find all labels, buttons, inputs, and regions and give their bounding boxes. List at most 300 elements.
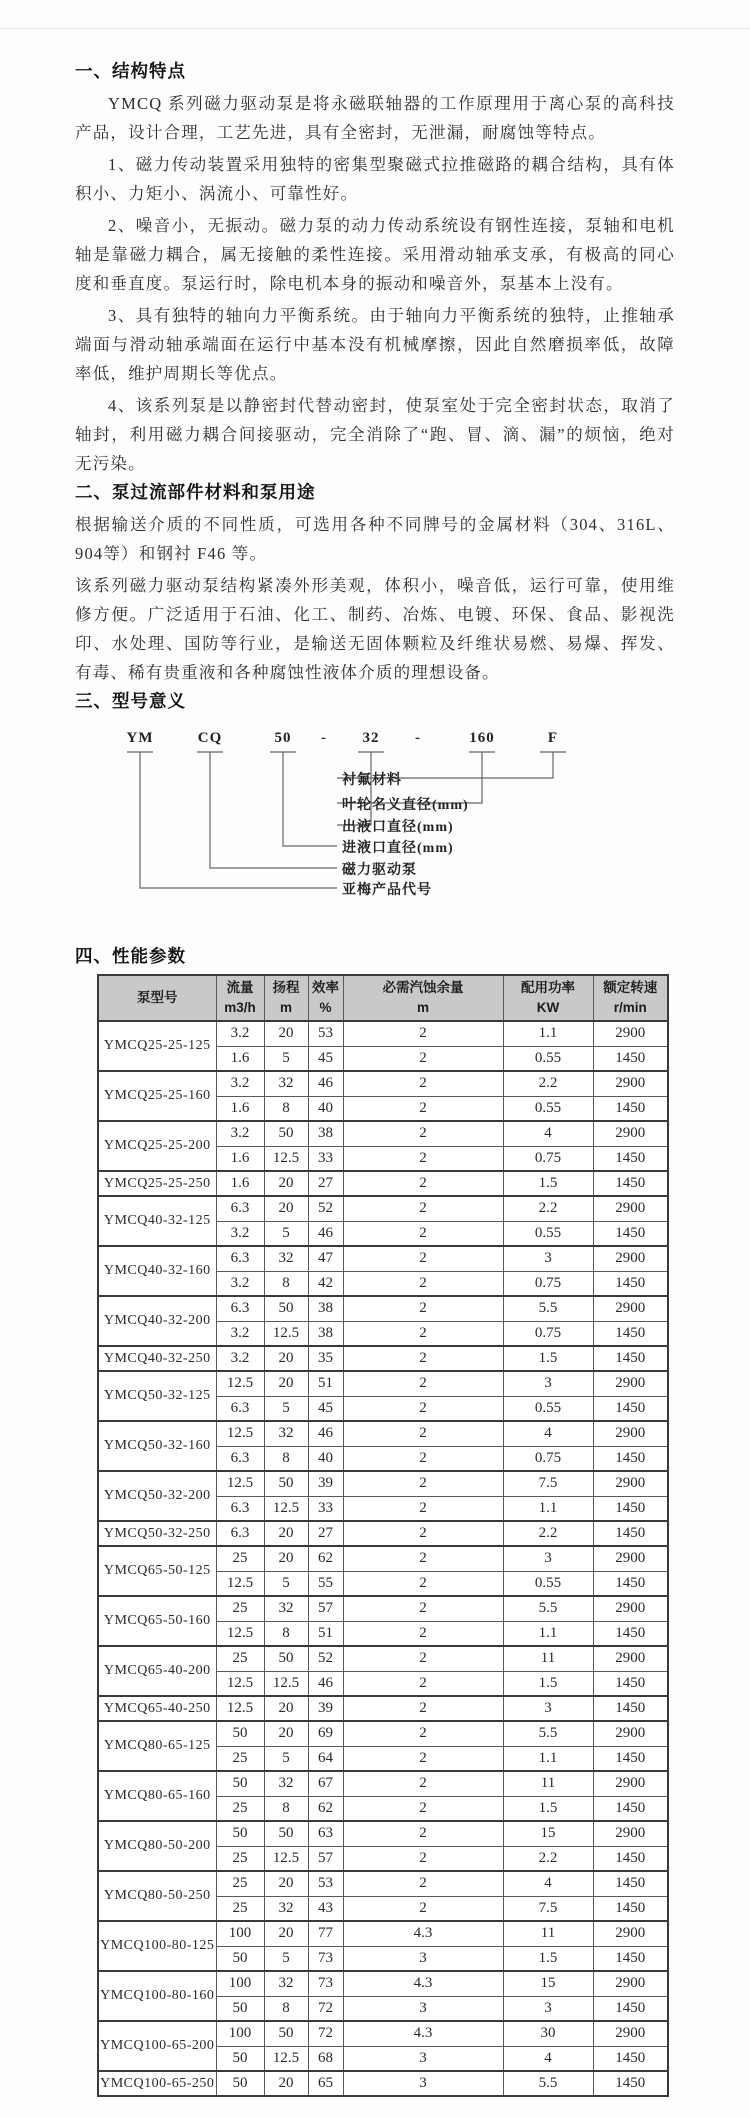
value-cell: 20 bbox=[264, 2071, 308, 2096]
value-cell: 25 bbox=[216, 1646, 264, 1671]
value-cell: 1.5 bbox=[503, 1796, 593, 1821]
value-cell: 2900 bbox=[593, 1371, 668, 1396]
value-cell: 4.3 bbox=[343, 1971, 503, 1996]
model-code-token: - bbox=[321, 730, 327, 746]
value-cell: 5 bbox=[264, 1221, 308, 1246]
value-cell: 73 bbox=[308, 1946, 343, 1971]
value-cell: 50 bbox=[216, 1996, 264, 2021]
value-cell: 7.5 bbox=[503, 1471, 593, 1496]
value-cell: 8 bbox=[264, 1621, 308, 1646]
value-cell: 1450 bbox=[593, 1996, 668, 2021]
value-cell: 2.2 bbox=[503, 1521, 593, 1546]
value-cell: 12.5 bbox=[216, 1671, 264, 1696]
value-cell: 8 bbox=[264, 1446, 308, 1471]
value-cell: 2 bbox=[343, 1296, 503, 1321]
value-cell: 33 bbox=[308, 1146, 343, 1171]
value-cell: 2 bbox=[343, 1521, 503, 1546]
value-cell: 20 bbox=[264, 1521, 308, 1546]
value-cell: 100 bbox=[216, 1971, 264, 1996]
value-cell: 1450 bbox=[593, 1271, 668, 1296]
value-cell: 2 bbox=[343, 1096, 503, 1121]
model-cell: YMCQ80-50-250 bbox=[98, 1871, 216, 1921]
value-cell: 50 bbox=[264, 1646, 308, 1671]
value-cell: 50 bbox=[216, 1946, 264, 1971]
model-cell: YMCQ40-32-200 bbox=[98, 1296, 216, 1346]
value-cell: 32 bbox=[264, 1896, 308, 1921]
model-cell: YMCQ100-80-160 bbox=[98, 1971, 216, 2021]
value-cell: 20 bbox=[264, 1171, 308, 1196]
model-code-label: 亚梅产品代号 bbox=[342, 883, 432, 898]
value-cell: 2 bbox=[343, 1871, 503, 1896]
value-cell: 40 bbox=[308, 1096, 343, 1121]
value-cell: 3.2 bbox=[216, 1346, 264, 1371]
value-cell: 2.2 bbox=[503, 1846, 593, 1871]
table-row bbox=[98, 1871, 668, 1896]
model-code-label: 衬氟材料 bbox=[342, 773, 402, 788]
value-cell: 2900 bbox=[593, 1071, 668, 1096]
value-cell: 2.2 bbox=[503, 1071, 593, 1096]
value-cell: 1450 bbox=[593, 2071, 668, 2096]
value-cell: 1.6 bbox=[216, 1171, 264, 1196]
value-cell: 32 bbox=[264, 1421, 308, 1446]
value-cell: 25 bbox=[216, 1546, 264, 1571]
value-cell: 8 bbox=[264, 1096, 308, 1121]
value-cell: 27 bbox=[308, 1521, 343, 1546]
value-cell: 2900 bbox=[593, 1646, 668, 1671]
value-cell: 51 bbox=[308, 1371, 343, 1396]
value-cell: 2 bbox=[343, 1371, 503, 1396]
value-cell: 4 bbox=[503, 2046, 593, 2071]
value-cell: 5.5 bbox=[503, 1721, 593, 1746]
value-cell: 2900 bbox=[593, 1921, 668, 1946]
model-code-token: YM bbox=[126, 730, 154, 746]
value-cell: 1450 bbox=[593, 1396, 668, 1421]
table-row bbox=[98, 1646, 668, 1671]
model-code-token: 160 bbox=[469, 730, 495, 746]
section-1-title: 一、结构特点 bbox=[75, 61, 186, 81]
header-cell: 额定转速 r/min bbox=[593, 975, 668, 1021]
value-cell: 12.5 bbox=[264, 1321, 308, 1346]
value-cell: 2 bbox=[343, 1021, 503, 1046]
value-cell: 2 bbox=[343, 1346, 503, 1371]
value-cell: 1450 bbox=[593, 1046, 668, 1071]
value-cell: 1.5 bbox=[503, 1346, 593, 1371]
value-cell: 2900 bbox=[593, 1421, 668, 1446]
paragraph: YMCQ 系列磁力驱动泵是将永磁联轴器的工作原理用于离心泵的高科技产品，设计合理，工艺先进，具有全密封，无泄漏，耐腐蚀等特点。 bbox=[75, 94, 675, 142]
value-cell: 35 bbox=[308, 1346, 343, 1371]
value-cell: 2 bbox=[343, 1671, 503, 1696]
model-cell: YMCQ40-32-125 bbox=[98, 1196, 216, 1246]
value-cell: 2 bbox=[343, 1646, 503, 1671]
value-cell: 1450 bbox=[593, 1146, 668, 1171]
value-cell: 52 bbox=[308, 1646, 343, 1671]
value-cell: 25 bbox=[216, 1796, 264, 1821]
value-cell: 2 bbox=[343, 1771, 503, 1796]
value-cell: 6.3 bbox=[216, 1196, 264, 1221]
value-cell: 1450 bbox=[593, 1621, 668, 1646]
value-cell: 3 bbox=[503, 1246, 593, 1271]
value-cell: 0.75 bbox=[503, 1321, 593, 1346]
value-cell: 2 bbox=[343, 1496, 503, 1521]
value-cell: 2900 bbox=[593, 1821, 668, 1846]
value-cell: 46 bbox=[308, 1221, 343, 1246]
value-cell: 2900 bbox=[593, 1971, 668, 1996]
paragraph: 3、具有独特的轴向力平衡系统。由于轴向力平衡系统的独特，止推轴承端面与滑动轴承端面在运行中基本没有机械摩擦，因此自然磨损率低，故障率低，维护周期长等优点。 bbox=[75, 306, 675, 383]
value-cell: 1450 bbox=[593, 1521, 668, 1546]
value-cell: 3 bbox=[343, 2046, 503, 2071]
value-cell: 46 bbox=[308, 1421, 343, 1446]
table-row bbox=[98, 1171, 668, 1196]
value-cell: 2 bbox=[343, 1071, 503, 1096]
value-cell: 53 bbox=[308, 1871, 343, 1896]
table-row bbox=[98, 1121, 668, 1146]
value-cell: 1.1 bbox=[503, 1621, 593, 1646]
table-row bbox=[98, 1021, 668, 1046]
value-cell: 2900 bbox=[593, 1121, 668, 1146]
value-cell: 12.5 bbox=[216, 1696, 264, 1721]
value-cell: 50 bbox=[216, 1721, 264, 1746]
value-cell: 27 bbox=[308, 1171, 343, 1196]
paragraph: 根据输送介质的不同性质，可选用各种不同牌号的金属材料（304、316L、904等）和钢衬 F46 等。 bbox=[75, 515, 675, 563]
value-cell: 73 bbox=[308, 1971, 343, 1996]
model-cell: YMCQ100-65-250 bbox=[98, 2071, 216, 2096]
value-cell: 1.5 bbox=[503, 1671, 593, 1696]
value-cell: 1450 bbox=[593, 1221, 668, 1246]
value-cell: 1450 bbox=[593, 1171, 668, 1196]
value-cell: 25 bbox=[216, 1596, 264, 1621]
model-code-token: CQ bbox=[197, 730, 223, 746]
value-cell: 3.2 bbox=[216, 1121, 264, 1146]
value-cell: 3.2 bbox=[216, 1071, 264, 1096]
model-cell: YMCQ25-25-160 bbox=[98, 1071, 216, 1121]
value-cell: 6.3 bbox=[216, 1246, 264, 1271]
value-cell: 1.1 bbox=[503, 1746, 593, 1771]
value-cell: 20 bbox=[264, 1196, 308, 1221]
table-row bbox=[98, 1596, 668, 1621]
table-header bbox=[98, 975, 668, 1021]
value-cell: 57 bbox=[308, 1846, 343, 1871]
value-cell: 2 bbox=[343, 1621, 503, 1646]
model-cell: YMCQ80-65-125 bbox=[98, 1721, 216, 1771]
value-cell: 1450 bbox=[593, 1746, 668, 1771]
value-cell: 32 bbox=[264, 1596, 308, 1621]
value-cell: 50 bbox=[264, 1821, 308, 1846]
value-cell: 57 bbox=[308, 1596, 343, 1621]
section-4-title: 四、性能参数 bbox=[75, 946, 186, 966]
model-cell: YMCQ65-50-160 bbox=[98, 1596, 216, 1646]
value-cell: 1450 bbox=[593, 1846, 668, 1871]
value-cell: 4.3 bbox=[343, 1921, 503, 1946]
header-cell: 流量 m3/h bbox=[216, 975, 264, 1021]
value-cell: 1450 bbox=[593, 1496, 668, 1521]
value-cell: 63 bbox=[308, 1821, 343, 1846]
value-cell: 5.5 bbox=[503, 1296, 593, 1321]
header-cell: 扬程 m bbox=[264, 975, 308, 1021]
paragraph: 该系列磁力驱动泵结构紧凑外形美观，体积小，噪音低，运行可靠，使用维修方便。广泛适用于石油、化工、制药、冶炼、电镀、环保、食品、影视洗印、水处理、国防等行业，是输送无固体颗粒及纤维状易燃、易爆、挥发、有毒、稀有贵重液和各种腐蚀性液体介质的理想设备。 bbox=[75, 576, 675, 682]
value-cell: 15 bbox=[503, 1821, 593, 1846]
table-row bbox=[98, 1071, 668, 1096]
table-row bbox=[98, 1521, 668, 1546]
section-3-title: 三、型号意义 bbox=[75, 691, 186, 711]
value-cell: 7.5 bbox=[503, 1896, 593, 1921]
value-cell: 46 bbox=[308, 1071, 343, 1096]
value-cell: 20 bbox=[264, 1921, 308, 1946]
value-cell: 2900 bbox=[593, 1546, 668, 1571]
value-cell: 2 bbox=[343, 1796, 503, 1821]
value-cell: 0.75 bbox=[503, 1446, 593, 1471]
value-cell: 25 bbox=[216, 1846, 264, 1871]
value-cell: 38 bbox=[308, 1296, 343, 1321]
value-cell: 3 bbox=[503, 1696, 593, 1721]
value-cell: 0.55 bbox=[503, 1046, 593, 1071]
table-row bbox=[98, 1296, 668, 1321]
value-cell: 2900 bbox=[593, 1021, 668, 1046]
value-cell: 12.5 bbox=[264, 2046, 308, 2071]
value-cell: 2900 bbox=[593, 1296, 668, 1321]
value-cell: 8 bbox=[264, 1996, 308, 2021]
value-cell: 3 bbox=[503, 1546, 593, 1571]
value-cell: 5 bbox=[264, 1046, 308, 1071]
value-cell: 52 bbox=[308, 1196, 343, 1221]
value-cell: 2900 bbox=[593, 1721, 668, 1746]
value-cell: 1.1 bbox=[503, 1496, 593, 1521]
value-cell: 5.5 bbox=[503, 2071, 593, 2096]
model-code-token: 50 bbox=[274, 730, 292, 746]
value-cell: 3 bbox=[503, 1371, 593, 1396]
value-cell: 11 bbox=[503, 1771, 593, 1796]
value-cell: 50 bbox=[264, 2021, 308, 2046]
value-cell: 20 bbox=[264, 1546, 308, 1571]
value-cell: 53 bbox=[308, 1021, 343, 1046]
paragraph: 4、该系列泵是以静密封代替动密封，使泵室处于完全密封状态，取消了轴封，利用磁力耦合间接驱动，完全消除了“跑、冒、滴、漏”的烦恼，绝对无污染。 bbox=[75, 396, 675, 473]
value-cell: 20 bbox=[264, 1371, 308, 1396]
value-cell: 50 bbox=[216, 1771, 264, 1796]
table-row bbox=[98, 1821, 668, 1846]
value-cell: 0.55 bbox=[503, 1221, 593, 1246]
value-cell: 1.6 bbox=[216, 1096, 264, 1121]
value-cell: 3 bbox=[343, 2071, 503, 2096]
value-cell: 6.3 bbox=[216, 1521, 264, 1546]
value-cell: 3.2 bbox=[216, 1321, 264, 1346]
model-cell: YMCQ25-25-125 bbox=[98, 1021, 216, 1071]
value-cell: 1450 bbox=[593, 1571, 668, 1596]
value-cell: 2 bbox=[343, 1396, 503, 1421]
value-cell: 1450 bbox=[593, 1696, 668, 1721]
model-cell: YMCQ50-32-125 bbox=[98, 1371, 216, 1421]
value-cell: 42 bbox=[308, 1271, 343, 1296]
value-cell: 20 bbox=[264, 1021, 308, 1046]
model-cell: YMCQ40-32-250 bbox=[98, 1346, 216, 1371]
value-cell: 2.2 bbox=[503, 1196, 593, 1221]
value-cell: 2 bbox=[343, 1121, 503, 1146]
value-cell: 65 bbox=[308, 2071, 343, 2096]
value-cell: 72 bbox=[308, 2021, 343, 2046]
model-code-token: - bbox=[415, 730, 421, 746]
value-cell: 3 bbox=[343, 1996, 503, 2021]
model-code-label: 进液口直径(mm) bbox=[342, 841, 454, 856]
model-code-token: 32 bbox=[362, 730, 380, 746]
value-cell: 77 bbox=[308, 1921, 343, 1946]
value-cell: 3 bbox=[343, 1946, 503, 1971]
model-code-diagram bbox=[75, 730, 675, 945]
model-code-label: 出液口直径(mm) bbox=[342, 820, 454, 835]
value-cell: 2 bbox=[343, 1146, 503, 1171]
table-row bbox=[98, 1421, 668, 1446]
table-row bbox=[98, 2021, 668, 2046]
table-row bbox=[98, 1371, 668, 1396]
value-cell: 2 bbox=[343, 1821, 503, 1846]
value-cell: 25 bbox=[216, 1871, 264, 1896]
value-cell: 2900 bbox=[593, 1246, 668, 1271]
model-code-label: 磁力驱动泵 bbox=[342, 863, 417, 878]
value-cell: 2 bbox=[343, 1046, 503, 1071]
value-cell: 0.75 bbox=[503, 1271, 593, 1296]
value-cell: 3.2 bbox=[216, 1271, 264, 1296]
model-code-label: 叶轮名义直径(mm) bbox=[342, 798, 469, 813]
value-cell: 12.5 bbox=[264, 1671, 308, 1696]
value-cell: 1.5 bbox=[503, 1171, 593, 1196]
value-cell: 12.5 bbox=[264, 1146, 308, 1171]
model-code-token: F bbox=[547, 730, 559, 746]
value-cell: 20 bbox=[264, 1346, 308, 1371]
value-cell: 32 bbox=[264, 1971, 308, 1996]
value-cell: 4.3 bbox=[343, 2021, 503, 2046]
value-cell: 100 bbox=[216, 1921, 264, 1946]
value-cell: 2 bbox=[343, 1596, 503, 1621]
value-cell: 6.3 bbox=[216, 1396, 264, 1421]
top-divider bbox=[0, 28, 750, 29]
value-cell: 1.6 bbox=[216, 1146, 264, 1171]
value-cell: 8 bbox=[264, 1796, 308, 1821]
value-cell: 100 bbox=[216, 2021, 264, 2046]
value-cell: 12.5 bbox=[216, 1421, 264, 1446]
table-row bbox=[98, 1921, 668, 1946]
section-2-title: 二、泵过流部件材料和泵用途 bbox=[75, 482, 316, 502]
table-row bbox=[98, 1971, 668, 1996]
value-cell: 4 bbox=[503, 1421, 593, 1446]
value-cell: 2900 bbox=[593, 1196, 668, 1221]
value-cell: 0.55 bbox=[503, 1571, 593, 1596]
paragraph: 2、噪音小，无振动。磁力泵的动力传动系统设有钢性连接，泵轴和电机轴是靠磁力耦合，属无接触的柔性连接。采用滑动轴承支承，有极高的同心度和垂直度。泵运行时，除电机本身的振动和噪音外，泵基本上没有。 bbox=[75, 216, 675, 293]
value-cell: 72 bbox=[308, 1996, 343, 2021]
table-row bbox=[98, 1196, 668, 1221]
value-cell: 2900 bbox=[593, 1471, 668, 1496]
value-cell: 40 bbox=[308, 1446, 343, 1471]
header-cell: 效率 % bbox=[308, 975, 343, 1021]
model-cell: YMCQ80-50-200 bbox=[98, 1821, 216, 1871]
value-cell: 1450 bbox=[593, 1321, 668, 1346]
value-cell: 0.55 bbox=[503, 1096, 593, 1121]
model-cell: YMCQ50-32-200 bbox=[98, 1471, 216, 1521]
value-cell: 2900 bbox=[593, 1771, 668, 1796]
value-cell: 3.2 bbox=[216, 1221, 264, 1246]
value-cell: 2900 bbox=[593, 1596, 668, 1621]
value-cell: 2 bbox=[343, 1221, 503, 1246]
header-cell: 泵型号 bbox=[98, 975, 216, 1021]
table-row bbox=[98, 1346, 668, 1371]
value-cell: 0.55 bbox=[503, 1396, 593, 1421]
value-cell: 30 bbox=[503, 2021, 593, 2046]
value-cell: 2 bbox=[343, 1196, 503, 1221]
value-cell: 6.3 bbox=[216, 1446, 264, 1471]
value-cell: 43 bbox=[308, 1896, 343, 1921]
model-cell: YMCQ80-65-160 bbox=[98, 1771, 216, 1821]
model-cell: YMCQ25-25-200 bbox=[98, 1121, 216, 1171]
value-cell: 50 bbox=[264, 1296, 308, 1321]
value-cell: 2 bbox=[343, 1171, 503, 1196]
model-cell: YMCQ65-40-200 bbox=[98, 1646, 216, 1696]
value-cell: 38 bbox=[308, 1321, 343, 1346]
value-cell: 5 bbox=[264, 1571, 308, 1596]
value-cell: 1.5 bbox=[503, 1946, 593, 1971]
value-cell: 5.5 bbox=[503, 1596, 593, 1621]
value-cell: 32 bbox=[264, 1071, 308, 1096]
value-cell: 50 bbox=[216, 1821, 264, 1846]
value-cell: 5 bbox=[264, 1746, 308, 1771]
value-cell: 4 bbox=[503, 1121, 593, 1146]
value-cell: 25 bbox=[216, 1896, 264, 1921]
value-cell: 1450 bbox=[593, 1896, 668, 1921]
model-cell: YMCQ65-40-250 bbox=[98, 1696, 216, 1721]
value-cell: 2 bbox=[343, 1421, 503, 1446]
model-cell: YMCQ100-65-200 bbox=[98, 2021, 216, 2071]
value-cell: 0.75 bbox=[503, 1146, 593, 1171]
paragraph: 1、磁力传动装置采用独特的密集型聚磁式拉推磁路的耦合结构，具有体积小、力矩小、涡流小、可靠性好。 bbox=[75, 155, 675, 203]
value-cell: 1450 bbox=[593, 1671, 668, 1696]
value-cell: 3.2 bbox=[216, 1021, 264, 1046]
value-cell: 1450 bbox=[593, 1446, 668, 1471]
value-cell: 33 bbox=[308, 1496, 343, 1521]
value-cell: 50 bbox=[216, 2046, 264, 2071]
value-cell: 55 bbox=[308, 1571, 343, 1596]
value-cell: 1450 bbox=[593, 1871, 668, 1896]
value-cell: 12.5 bbox=[216, 1471, 264, 1496]
value-cell: 12.5 bbox=[264, 1846, 308, 1871]
value-cell: 1450 bbox=[593, 2046, 668, 2071]
value-cell: 64 bbox=[308, 1746, 343, 1771]
value-cell: 2 bbox=[343, 1846, 503, 1871]
value-cell: 2 bbox=[343, 1321, 503, 1346]
value-cell: 1.6 bbox=[216, 1046, 264, 1071]
value-cell: 46 bbox=[308, 1671, 343, 1696]
value-cell: 3 bbox=[503, 1996, 593, 2021]
value-cell: 51 bbox=[308, 1621, 343, 1646]
value-cell: 6.3 bbox=[216, 1296, 264, 1321]
model-cell: YMCQ65-50-125 bbox=[98, 1546, 216, 1596]
table-row bbox=[98, 1696, 668, 1721]
model-cell: YMCQ40-32-160 bbox=[98, 1246, 216, 1296]
value-cell: 62 bbox=[308, 1546, 343, 1571]
value-cell: 47 bbox=[308, 1246, 343, 1271]
value-cell: 15 bbox=[503, 1971, 593, 1996]
value-cell: 2 bbox=[343, 1896, 503, 1921]
value-cell: 32 bbox=[264, 1771, 308, 1796]
header-cell: 必需汽蚀余量 m bbox=[343, 975, 503, 1021]
header-cell: 配用功率 KW bbox=[503, 975, 593, 1021]
value-cell: 11 bbox=[503, 1646, 593, 1671]
value-cell: 1450 bbox=[593, 1096, 668, 1121]
value-cell: 2 bbox=[343, 1271, 503, 1296]
table-row bbox=[98, 1246, 668, 1271]
table-row bbox=[98, 1721, 668, 1746]
value-cell: 5 bbox=[264, 1946, 308, 1971]
value-cell: 2900 bbox=[593, 2021, 668, 2046]
value-cell: 8 bbox=[264, 1271, 308, 1296]
value-cell: 50 bbox=[216, 2071, 264, 2096]
value-cell: 45 bbox=[308, 1396, 343, 1421]
value-cell: 11 bbox=[503, 1921, 593, 1946]
value-cell: 4 bbox=[503, 1871, 593, 1896]
